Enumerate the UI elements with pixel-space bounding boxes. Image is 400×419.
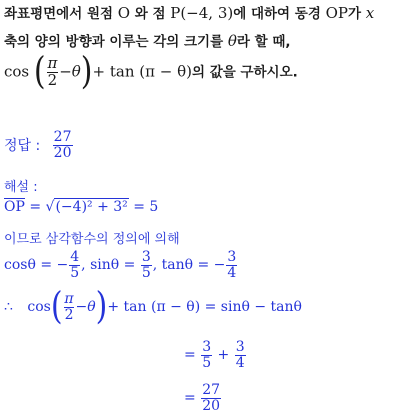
equals-sign: = (24, 199, 46, 215)
origin-label: O (117, 4, 131, 22)
answer-label: 정답 : (4, 138, 41, 155)
solution-step-2 (184, 340, 247, 370)
fraction-numerator: 3 (227, 249, 237, 265)
equals-sign: = (184, 390, 201, 407)
problem-text: 와 점 (134, 6, 171, 22)
plus-sign: + (213, 347, 234, 364)
solution-step-1 (4, 284, 302, 329)
solution-explain: 이므로 삼각함수의 정의에 의해 (4, 232, 180, 247)
problem-text: 의 값을 구하시오. (191, 64, 298, 81)
fraction-numerator: 27 (202, 382, 221, 398)
step-1-rest: + tan (π − θ) = sinθ − tanθ (107, 299, 302, 316)
fraction-numerator: 3 (202, 339, 212, 355)
fraction-denominator: 2 (47, 70, 58, 89)
op-result: = 5 (128, 199, 159, 215)
sqrt-content: (−4)² + 3² (55, 199, 128, 215)
fraction-denominator: 4 (235, 354, 245, 371)
sin-lhs: , sinθ = (81, 257, 140, 274)
sqrt-symbol: √ (45, 199, 55, 215)
problem-line-2 (4, 30, 291, 50)
fraction-3-5 (201, 340, 212, 370)
fraction-denominator: 4 (227, 264, 237, 281)
problem-text: 축의 양의 방향과 이루는 각의 크기를 (4, 34, 228, 50)
fraction-numerator: π (64, 291, 74, 307)
left-paren: ( (33, 49, 46, 94)
minus-theta: −θ (59, 62, 81, 81)
fraction-denominator: 5 (70, 264, 80, 281)
trig-values-line (4, 250, 238, 280)
fraction-numerator: 4 (70, 249, 80, 265)
tan-fraction (226, 250, 237, 280)
cos-lhs: cosθ = − (4, 257, 69, 274)
answer-fraction (53, 130, 73, 160)
problem-text: 에 대하여 동경 (233, 6, 326, 22)
fraction-denominator: 2 (64, 306, 74, 323)
fraction-pi-over-2 (64, 292, 75, 322)
segment-op: OP (4, 199, 25, 215)
problem-text: 가 (347, 6, 366, 22)
fraction-denominator: 20 (202, 397, 221, 414)
segment-label: OP (325, 4, 348, 22)
fraction-pi-over-2 (47, 56, 59, 89)
final-fraction (201, 383, 221, 413)
fraction-denominator: 5 (141, 264, 151, 281)
fraction-numerator: π (47, 54, 58, 72)
cos-function: cos (27, 299, 51, 316)
fraction-numerator: 27 (53, 129, 72, 145)
cos-function: cos (4, 62, 30, 81)
variable-x: x (365, 4, 375, 22)
answer-row (4, 130, 74, 160)
sin-fraction (141, 250, 152, 280)
solution-step-3 (184, 383, 222, 413)
fraction-denominator: 5 (202, 354, 212, 371)
problem-text: 좌표평면에서 원점 (4, 6, 118, 22)
minus-theta: −θ (75, 299, 96, 316)
fraction-3-4 (235, 340, 246, 370)
fraction-numerator: 3 (235, 339, 245, 355)
fraction-denominator: 20 (53, 144, 72, 161)
right-paren: ) (80, 49, 93, 94)
equals-sign: = (184, 347, 201, 364)
solution-op-line (4, 199, 158, 215)
solution-label: 해설 : (4, 180, 38, 195)
problem-line-1 (4, 2, 374, 22)
problem-expression (4, 49, 298, 94)
point-label: P(−4, 3) (170, 4, 234, 22)
therefore-symbol: ∴ (4, 299, 13, 316)
cos-fraction (69, 250, 80, 280)
tan-lhs: , tanθ = − (152, 257, 226, 274)
left-paren: ( (50, 284, 63, 329)
theta-symbol: θ (227, 32, 237, 50)
problem-text: 라 할 때, (236, 34, 291, 50)
right-paren: ) (95, 284, 108, 329)
fraction-numerator: 3 (141, 249, 151, 265)
tan-term: + tan (π − θ) (92, 62, 192, 81)
